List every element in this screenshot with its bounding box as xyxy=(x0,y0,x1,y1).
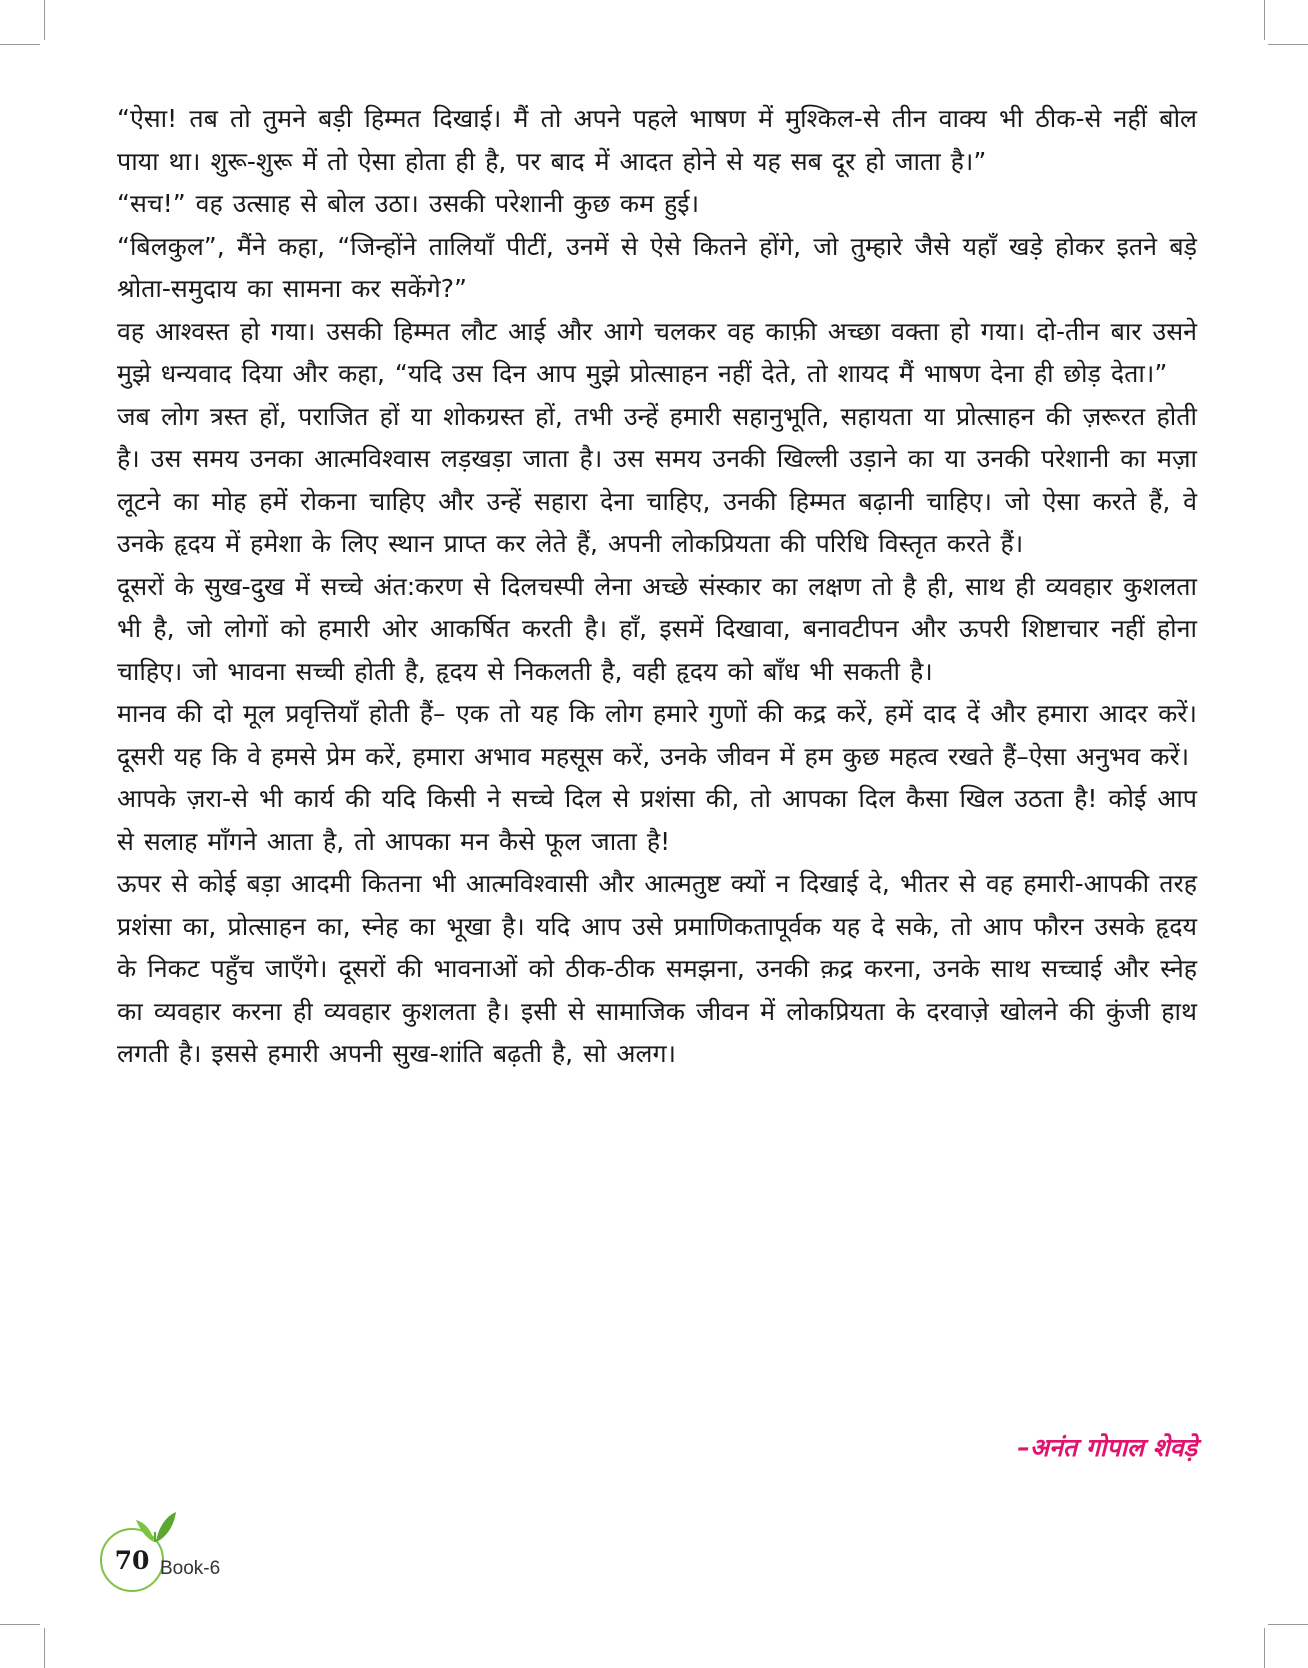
paragraph: “सच!” वह उत्साह से बोल उठा। उसकी परेशानी कुछ कम हुई। xyxy=(117,189,700,218)
crop-mark xyxy=(1268,1624,1308,1625)
crop-mark xyxy=(1264,0,1265,40)
crop-mark xyxy=(0,1624,40,1625)
page-footer xyxy=(100,1518,300,1608)
crop-mark xyxy=(44,1628,45,1668)
leaf-icon xyxy=(134,1508,178,1544)
author-credit: –अनंत गोपाल शेवड़े xyxy=(1017,1433,1197,1462)
body-text xyxy=(117,98,1197,1076)
paragraph: जब लोग त्रस्त हों, पराजित हों या शोकग्रस्त हों, तभी उन्हें हमारी सहानुभूति, सहायता या प्रोत्साहन की ज़रूरत होती है। उस समय उनका आत्मविश्वास लड़खड़ा जाता है। उस समय उनकी खिल्ली उड़ाने का या उनकी परेशानी का मज़ा लूटने का मोह हमें रोकना चाहिए और उन्हें सहारा देना चाहिए, उनकी हिम्मत बढ़ानी चाहिए। जो ऐसा करते हैं, वे उनके हृदय में हमेशा के लिए स्थान प्राप्त कर लेते हैं, अपनी लोकप्रियता की परिधि विस्तृत करते हैं। xyxy=(117,401,1197,558)
crop-mark xyxy=(44,0,45,40)
crop-mark xyxy=(1268,44,1308,45)
paragraph: ऊपर से कोई बड़ा आदमी कितना भी आत्मविश्वासी और आत्मतुष्ट क्यों न दिखाई दे, भीतर से वह हमारी-आपकी तरह प्रशंसा का, प्रोत्साहन का, स्नेह का भूखा है। यदि आप उसे प्रमाणिकतापूर्वक यह दे सके, तो आप फौरन उसके हृदय के निकट पहुँच जाएँगे। दूसरों की भावनाओं को ठीक-ठीक समझना, उनकी क़द्र करना, उनके साथ सच्चाई और स्नेह का व्यवहार करना ही व्यवहार कुशलता है। इसी से सामाजिक जीवन में लोकप्रियता के दरवाज़े खोलने की कुंजी हाथ लगती है। इससे हमारी अपनी सुख-शांति बढ़ती है, सो अलग। xyxy=(117,869,1197,1068)
page-number: 70 xyxy=(114,1546,150,1575)
paragraph: “बिलकुल”, मैंने कहा, “जिन्होंने तालियाँ पीटीं, उनमें से ऐसे कितने होंगे, जो तुम्हारे जैसे यहाँ खड़े होकर इतने बड़े श्रोता-समुदाय का सामना कर सकेंगे?” xyxy=(117,231,1197,303)
paragraph: मानव की दो मूल प्रवृत्तियाँ होती हैं– एक तो यह कि लोग हमारे गुणों की कद्र करें, हमें दाद दें और हमारा आदर करें। दूसरी यह कि वे हमसे प्रेम करें, हमारा अभाव महसूस करें, उनके जीवन में हम कुछ महत्व रखते हैं–ऐसा अनुभव करें। xyxy=(117,699,1197,771)
paragraph: आपके ज़रा-से भी कार्य की यदि किसी ने सच्चे दिल से प्रशंसा की, तो आपका दिल कैसा खिल उठता है! कोई आप से सलाह माँगने आता है, तो आपका मन कैसे फूल जाता है! xyxy=(117,784,1197,856)
book-label: Book-6 xyxy=(160,1558,221,1579)
crop-mark xyxy=(1264,1628,1265,1668)
crop-mark xyxy=(0,44,40,45)
paragraph: “ऐसा! तब तो तुमने बड़ी हिम्मत दिखाई। मैं तो अपने पहले भाषण में मुश्किल-से तीन वाक्य भी ठीक-से नहीं बोल पाया था। शुरू-शुरू में तो ऐसा होता ही है, पर बाद में आदत होने से यह सब दूर हो जाता है।” xyxy=(117,104,1197,176)
paragraph: वह आश्वस्त हो गया। उसकी हिम्मत लौट आई और आगे चलकर वह काफ़ी अच्छा वक्ता हो गया। दो-तीन बार उसने मुझे धन्यवाद दिया और कहा, “यदि उस दिन आप मुझे प्रोत्साहन नहीं देते, तो शायद मैं भाषण देना ही छोड़ देता।” xyxy=(117,316,1197,388)
paragraph: दूसरों के सुख-दुख में सच्चे अंत:करण से दिलचस्पी लेना अच्छे संस्कार का लक्षण तो है ही, साथ ही व्यवहार कुशलता भी है, जो लोगों को हमारी ओर आकर्षित करती है। हाँ, इसमें दिखावा, बनावटीपन और ऊपरी शिष्टाचार नहीं होना चाहिए। जो भावना सच्ची होती है, हृदय से निकलती है, वही हृदय को बाँध भी सकती है। xyxy=(117,571,1197,686)
